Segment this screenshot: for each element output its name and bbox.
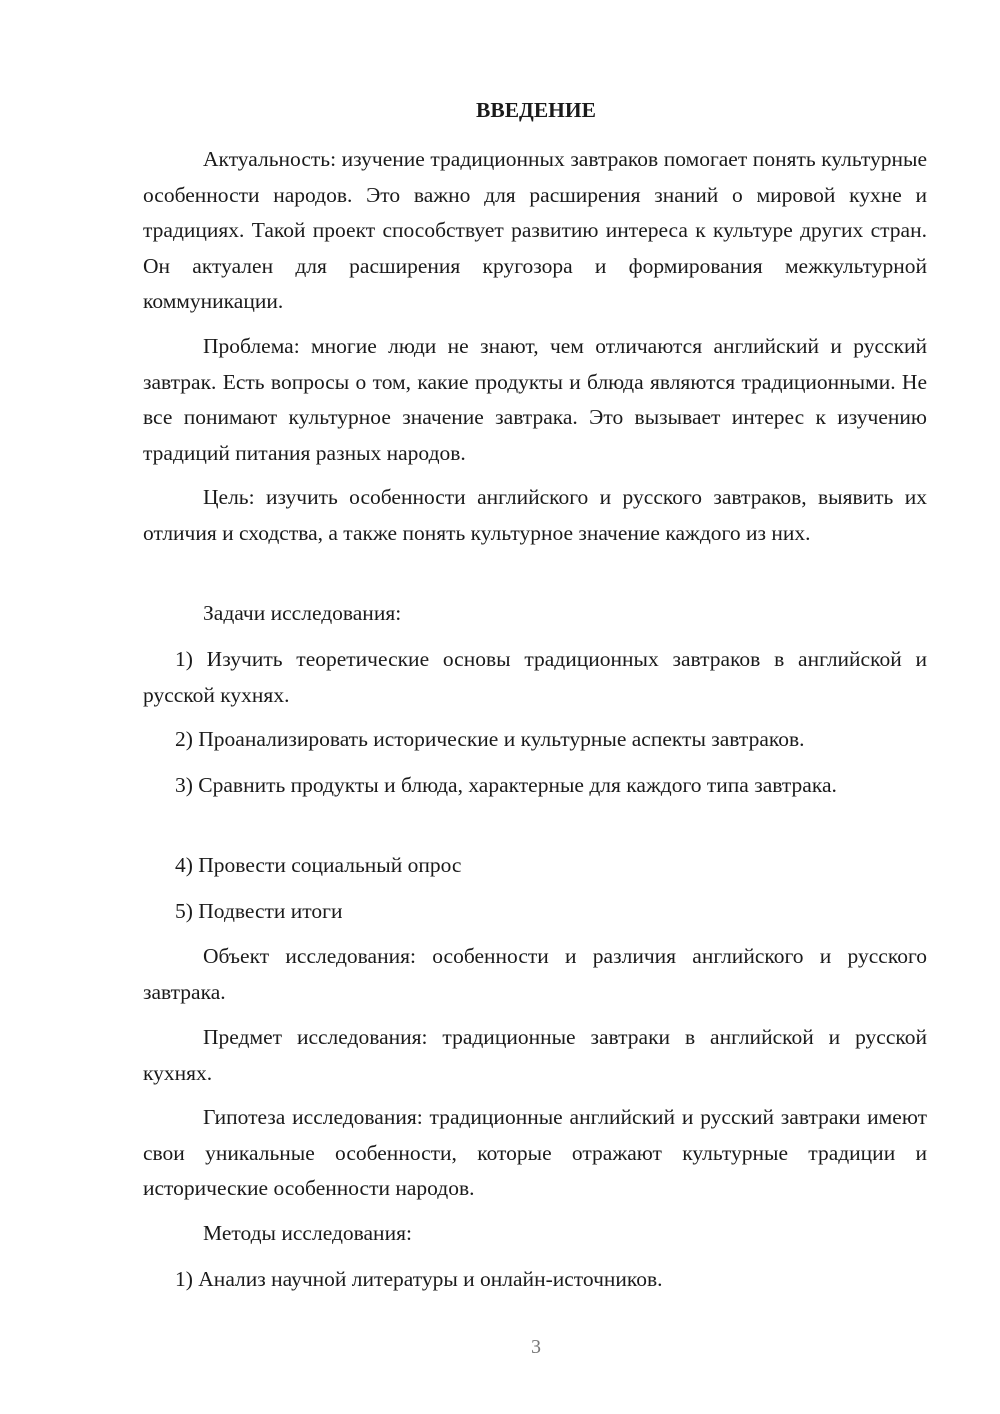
problem-paragraph: Проблема: многие люди не знают, чем отличаются английский и русский завтрак. Есть вопросы о том, какие продукты и блюда являются традиционными. Не все понимают культурное значение завтрака. Это вызывает интерес к изучению традиций питания разных народов. — [143, 334, 927, 465]
section-title: ВВЕДЕНИЕ — [476, 98, 596, 122]
hypothesis-paragraph: Гипотеза исследования: традиционные английский и русский завтраки имеют свои уникальные особенности, которые отражают культурные традиции и исторические особенности народов. — [143, 1105, 927, 1200]
task-item-3: 3) Сравнить продукты и блюда, характерные для каждого типа завтрака. — [175, 773, 837, 797]
task-item-1: 1) Изучить теоретические основы традиционных завтраков в английской и русской кухнях. — [143, 647, 927, 707]
goal-paragraph: Цель: изучить особенности английского и русского завтраков, выявить их отличия и сходства, а также понять культурное значение каждого из них. — [143, 485, 927, 545]
methods-heading: Методы исследования: — [203, 1221, 412, 1245]
method-item-1: 1) Анализ научной литературы и онлайн-источников. — [175, 1267, 663, 1291]
task-item-2: 2) Проанализировать исторические и культурные аспекты завтраков. — [175, 727, 805, 751]
tasks-heading: Задачи исследования: — [203, 601, 402, 625]
task-item-5: 5) Подвести итоги — [175, 899, 343, 923]
page-number: 3 — [531, 1336, 541, 1358]
task-item-4: 4) Провести социальный опрос — [175, 853, 462, 877]
object-paragraph: Объект исследования: особенности и различия английского и русского завтрака. — [143, 944, 927, 1004]
subject-paragraph: Предмет исследования: традиционные завтраки в английской и русской кухнях. — [143, 1025, 927, 1085]
relevance-paragraph: Актуальность: изучение традиционных завтраков помогает понять культурные особенности народов. Это важно для расширения знаний о мировой кухне и традициях. Такой проект способствует развитию интереса к культуре других стран. Он актуален для расширения кругозора и формирования межкультурной коммуникации. — [143, 147, 927, 313]
